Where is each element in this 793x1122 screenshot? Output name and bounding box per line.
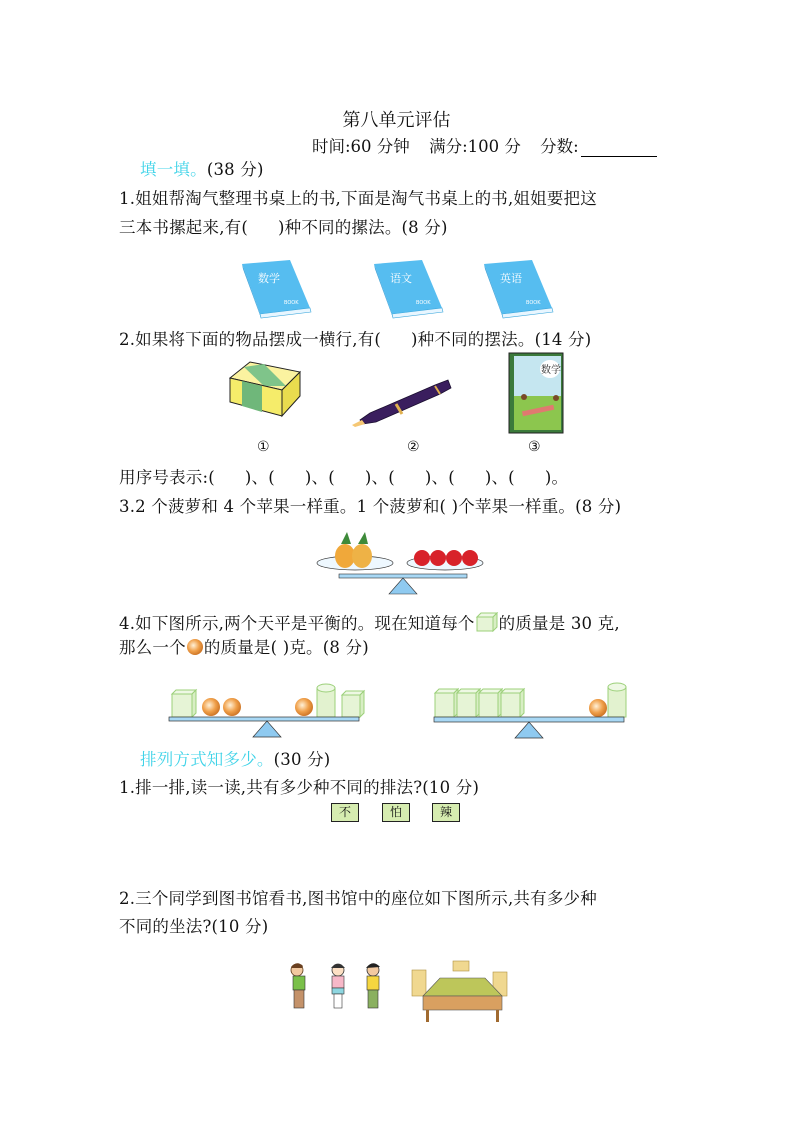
cube-icon <box>172 690 196 717</box>
q3-scale-figure <box>305 530 495 595</box>
cylinder-icon <box>317 684 335 717</box>
cube-icon <box>501 689 524 717</box>
char-card-2: 怕 <box>382 803 410 822</box>
page-title: 第八单元评估 <box>342 110 451 131</box>
score-label: 分数: <box>540 137 579 156</box>
q2-answer-line: 用序号表示:( )、( )、( )、( )、( )、( )。 <box>119 468 569 487</box>
item-number-2: ② <box>407 439 420 455</box>
section-2-heading: 排列方式知多少。(30 分) <box>140 750 331 769</box>
book-math-icon <box>242 260 311 318</box>
svg-text:数学: 数学 <box>258 272 280 285</box>
ball-icon <box>202 698 220 716</box>
svg-text:BOOK: BOOK <box>284 300 299 306</box>
pen-icon <box>352 380 451 427</box>
s2-q1-line1: 1.排一排,读一读,共有多少种不同的排法?(10 分) <box>119 778 480 797</box>
ball-icon <box>295 698 313 716</box>
item-number-3: ③ <box>528 439 541 455</box>
svg-text:数学: 数学 <box>541 365 561 376</box>
char-card-3: 辣 <box>432 803 460 822</box>
cube-icon <box>457 689 480 717</box>
q2-line1: 2.如果将下面的物品摆成一横行,有( )种不同的摆法。(14 分) <box>119 330 592 349</box>
score-blank[interactable] <box>581 140 657 157</box>
balance-left-icon <box>169 684 364 737</box>
cube-icon <box>475 612 499 632</box>
math-book-cover-icon <box>509 353 563 433</box>
q4-line2: 那么一个 的质量是( )克。(8 分) <box>119 638 369 657</box>
cylinder-icon <box>608 683 626 717</box>
student-boy-icon <box>291 963 305 1008</box>
q3-line1: 3.2 个菠萝和 4 个苹果一样重。1 个菠萝和( )个苹果一样重。(8 分) <box>119 497 622 516</box>
time-limit: 时间:60 分钟 <box>312 137 410 156</box>
full-score: 满分:100 分 <box>429 137 521 156</box>
exam-meta <box>312 133 657 157</box>
s2-q2-line1: 2.三个同学到图书馆看书,图书馆中的座位如下图所示,共有多少种 <box>119 889 597 908</box>
q1-line1: 1.姐姐帮淘气整理书桌上的书,下面是淘气书桌上的书,姐姐要把这 <box>119 189 597 208</box>
book-chinese-icon <box>374 260 443 318</box>
books-figure <box>238 260 568 320</box>
student-boy-icon <box>366 963 380 1008</box>
balance-right-icon <box>434 683 626 738</box>
library-figure <box>280 958 525 1023</box>
svg-text:BOOK: BOOK <box>526 300 541 306</box>
table-chairs-icon <box>412 961 507 1022</box>
student-girl-icon <box>331 964 345 1008</box>
q1-line2: 三本书摞起来,有( )种不同的摞法。(8 分) <box>119 218 448 237</box>
svg-text:语文: 语文 <box>390 272 412 285</box>
svg-text:BOOK: BOOK <box>416 300 431 306</box>
q4-line1: 4.如下图所示,两个天平是平衡的。现在知道每个 的质量是 30 克, <box>119 614 620 633</box>
q2-items-figure <box>220 350 590 440</box>
item-number-1: ① <box>257 439 270 455</box>
q4-scales-figure <box>160 678 640 743</box>
ball-icon <box>186 638 204 656</box>
section-1-heading: 填一填。(38 分) <box>140 160 264 179</box>
svg-text:英语: 英语 <box>500 272 522 285</box>
char-card-1: 不 <box>331 803 359 822</box>
book-english-icon <box>484 260 553 318</box>
ball-icon <box>223 698 241 716</box>
eraser-icon <box>230 362 300 416</box>
ball-icon <box>589 699 607 717</box>
cube-icon <box>342 691 364 717</box>
s2-q2-line2: 不同的坐法?(10 分) <box>119 917 269 936</box>
cube-icon <box>435 689 458 717</box>
cube-icon <box>479 689 502 717</box>
